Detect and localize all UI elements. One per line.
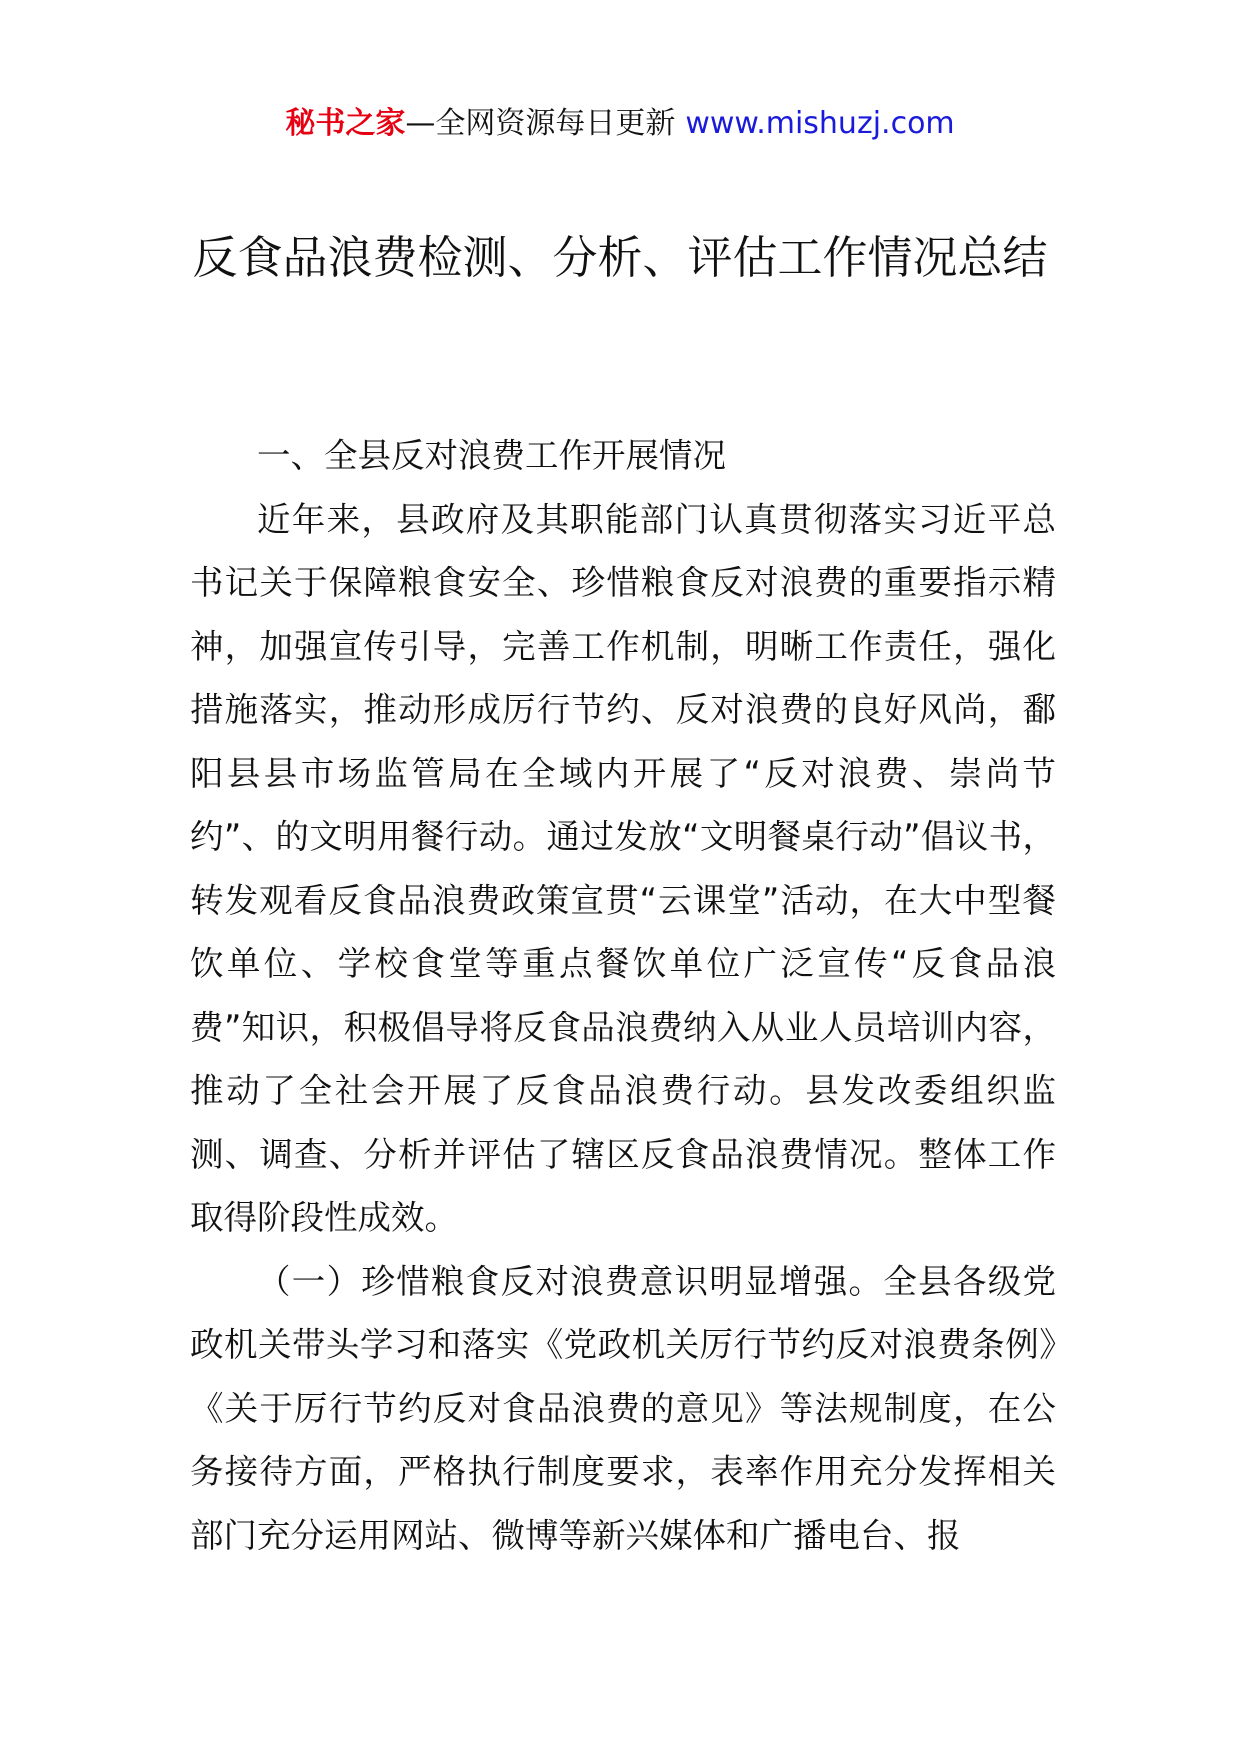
document-body	[190, 424, 1056, 1567]
brand-name: 秘书之家	[285, 106, 406, 141]
site-url: www.mishuzj.com	[685, 106, 955, 141]
document-title: 反食品浪费检测、分析、评估工作情况总结	[192, 231, 1048, 284]
body-paragraph: （一）珍惜粮食反对浪费意识明显增强。全县各级党政机关带头学习和落实《党政机关厉行节约反对浪费条例》《关于厉行节约反对食品浪费的意见》等法规制度，在公务接待方面，严格执行制度要求，表率作用充分发挥相关部门充分运用网站、微博等新兴媒体和广播电台、报	[190, 1261, 1056, 1555]
section-heading: 一、全县反对浪费工作开展情况	[257, 436, 726, 475]
header-tagline: —全网资源每日更新	[405, 106, 676, 141]
body-paragraph: 近年来，县政府及其职能部门认真贯彻落实习近平总书记关于保障粮食安全、珍惜粮食反对浪费的重要指示精神，加强宣传引导，完善工作机制，明晰工作责任，强化措施落实，推动形成厉行节约、反对浪费的良好风尚，鄱阳县县市场监管局在全域内开展了“反对浪费、崇尚节约”、的文明用餐行动。通过发放“文明餐桌行动”倡议书，转发观看反食品浪费政策宣贯“云课堂”活动，在大中型餐饮单位、学校食堂等重点餐饮单位广泛宣传“反食品浪费”知识，积极倡导将反食品浪费纳入从业人员培训内容，推动了全社会开展了反食品浪费行动。县发改委组织监测、调查、分析并评估了辖区反食品浪费情况。整体工作取得阶段性成效。	[190, 499, 1056, 1237]
site-header	[0, 102, 1240, 146]
